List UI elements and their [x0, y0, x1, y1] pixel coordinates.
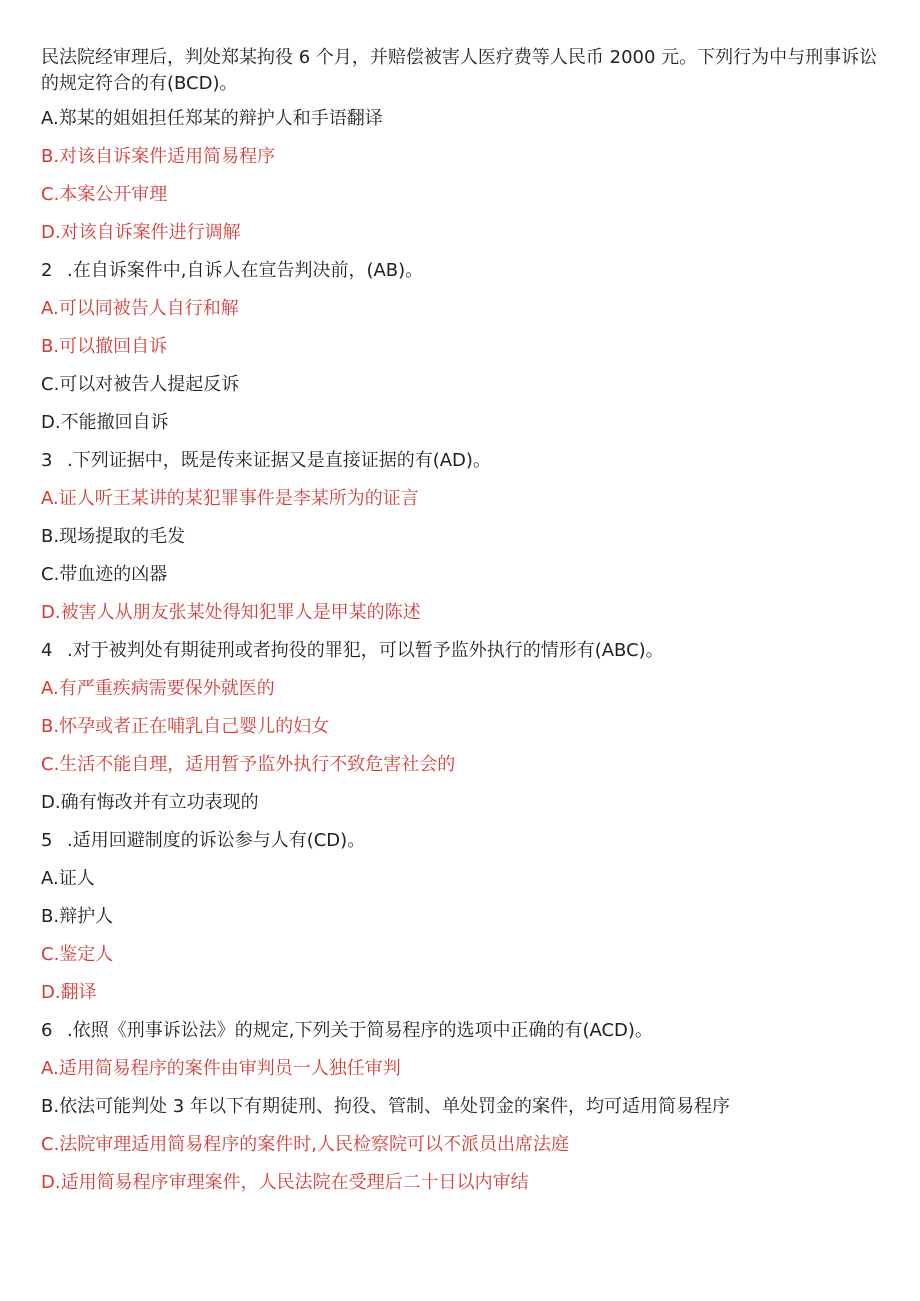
question-5-option-b: B.辩护人: [41, 906, 114, 927]
question-1-option-c: C.本案公开审理: [41, 184, 168, 205]
question-6-option-c: C.法院审理适用简易程序的案件时,人民检察院可以不派员出席法庭: [41, 1134, 570, 1155]
question-2-option-a: A.可以同被告人自行和解: [41, 298, 239, 319]
question-3-option-a: A.证人听王某讲的某犯罪事件是李某所为的证言: [41, 488, 419, 509]
question-2-stem: .在自诉案件中,自诉人在宣告判决前，(AB)。: [67, 260, 424, 281]
question-6-stem: .依照《刑事诉讼法》的规定,下列关于简易程序的选项中正确的有(ACD)。: [67, 1020, 653, 1041]
question-3-option-d: D.被害人从朋友张某处得知犯罪人是甲某的陈述: [41, 602, 421, 623]
question-1-option-a: A.郑某的姐姐担任郑某的辩护人和手语翻译: [41, 108, 383, 129]
question-5-text: [41, 828, 891, 854]
question-4-text: [41, 638, 891, 664]
question-5-option-a: A.证人: [41, 868, 95, 889]
question-4-option-c: C.生活不能自理，适用暂予监外执行不致危害社会的: [41, 754, 456, 775]
question-3-text: [41, 448, 891, 474]
question-2-number: 2: [41, 260, 53, 281]
question-2-option-b: B.可以撤回自诉: [41, 336, 168, 357]
question-6-option-b: B.依法可能判处 3 年以下有期徒刑、拘役、管制、单处罚金的案件，均可适用简易程序: [41, 1096, 730, 1117]
question-2-text: [41, 258, 891, 284]
question-5-option-d: D.翻译: [41, 982, 97, 1003]
question-1-option-d: D.对该自诉案件进行调解: [41, 222, 241, 243]
question-4-option-d: D.确有悔改并有立功表现的: [41, 792, 259, 813]
question-6-number: 6: [41, 1020, 53, 1041]
question-2-option-c: C.可以对被告人提起反诉: [41, 374, 240, 395]
question-3-number: 3: [41, 450, 53, 471]
question-5-option-c: C.鉴定人: [41, 944, 114, 965]
question-3-option-c: C.带血迹的凶器: [41, 564, 168, 585]
question-6-option-d: D.适用简易程序审理案件，人民法院在受理后二十日以内审结: [41, 1172, 529, 1193]
question-4-option-a: A.有严重疾病需要保外就医的: [41, 678, 275, 699]
question-1-option-b: B.对该自诉案件适用简易程序: [41, 146, 276, 167]
question-1-text: 民法院经审理后，判处郑某拘役 6 个月，并赔偿被害人医疗费等人民币 2000 元。下列行为中与刑事诉讼的规定符合的有(BCD)。: [41, 47, 878, 94]
question-6-text: [41, 1018, 891, 1044]
question-3-option-b: B.现场提取的毛发: [41, 526, 186, 547]
question-3-stem: .下列证据中，既是传来证据又是直接证据的有(AD)。: [67, 450, 491, 471]
question-2-option-d: D.不能撤回自诉: [41, 412, 169, 433]
question-5-number: 5: [41, 830, 53, 851]
question-6-option-a: A.适用简易程序的案件由审判员一人独任审判: [41, 1058, 401, 1079]
question-5-stem: .适用回避制度的诉讼参与人有(CD)。: [67, 830, 366, 851]
question-4-option-b: B.怀孕或者正在哺乳自己婴儿的妇女: [41, 716, 330, 737]
question-4-stem: .对于被判处有期徒刑或者拘役的罪犯，可以暂予监外执行的情形有(ABC)。: [67, 640, 664, 661]
question-4-number: 4: [41, 640, 53, 661]
